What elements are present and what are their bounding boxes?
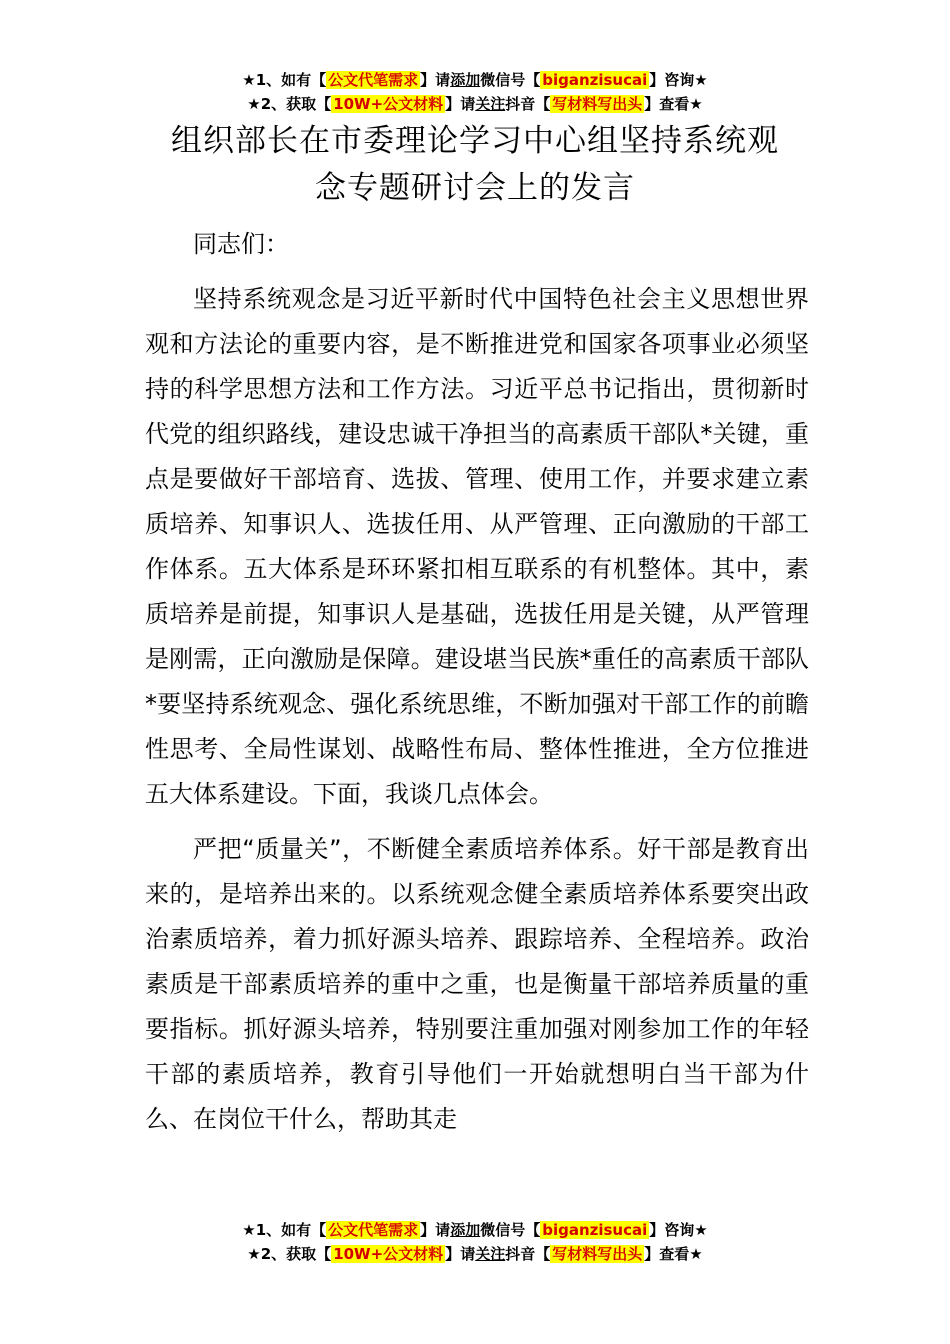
highlight-materials: 10W+公文材料 [333,95,444,113]
banner-text: ★2、获取【 [247,95,332,113]
banner-text: 】查看★ [644,1245,703,1263]
body-paragraph-1: 坚持系统观念是习近平新时代中国特色社会主义思想世界观和方法论的重要内容，是不断推进党和国家各项事业必须坚持的科学思想方法和工作方法。习近平总书记指出，贯彻新时代党的组织路线，建设忠诚干净担当的高素质干部队*关键，重点是要做好干部培育、选拔、管理、使用工作，并要求建立素质培养、知事识人、选拔任用、从严管理、正向激励的干部工作体系。五大体系是环环紧扣相互联系的有机整体。其中，素质培养是前提，知事识人是基础，选拔任用是关键，从严管理是刚需，正向激励是保障。建设堪当民族*重任的高素质干部队*要坚持系统观念、强化系统思维，不断加强对干部工作的前瞻性思考、全局性谋划、战略性布局、整体性推进，全方位推进五大体系建设。下面，我谈几点体会。 [145,285,809,808]
banner-text: 】请 [420,71,451,89]
banner-text: 】咨询★ [649,1221,708,1239]
banner-text: 抖音【 [505,1245,551,1263]
footer-banner [0,1218,950,1266]
underlined-follow: 关注 [475,95,506,113]
document-body [145,222,809,1152]
salutation: 同志们： [193,230,289,258]
title-line-1: 组织部长在市委理论学习中心组坚持系统观 [171,123,779,159]
douyin-account: 写材料写出头 [552,95,643,113]
banner-text: 】请 [445,1245,476,1263]
highlight-materials: 10W+公文材料 [333,1245,444,1263]
header-banner-line-2 [0,92,950,116]
highlight-service: 公文代笔需求 [328,71,419,89]
underlined-follow: 关注 [475,1245,506,1263]
banner-text: 】查看★ [644,95,703,113]
wechat-id: biganzisucai [542,71,648,89]
header-banner-line-1 [0,68,950,92]
banner-text: ★1、如有【 [242,71,327,89]
banner-text: 微信号【 [480,1221,541,1239]
wechat-id: biganzisucai [542,1221,648,1239]
banner-text: 】请 [445,95,476,113]
footer-banner-line-1 [0,1218,950,1242]
banner-text: 】咨询★ [649,71,708,89]
banner-text: 抖音【 [505,95,551,113]
document-title [140,118,810,212]
underlined-add: 添加 [450,71,481,89]
title-line-2: 念专题研讨会上的发言 [315,170,635,206]
banner-text: 微信号【 [480,71,541,89]
highlight-service: 公文代笔需求 [328,1221,419,1239]
header-banner [0,68,950,116]
banner-text: 】请 [420,1221,451,1239]
banner-text: ★1、如有【 [242,1221,327,1239]
banner-text: ★2、获取【 [247,1245,332,1263]
douyin-account: 写材料写出头 [552,1245,643,1263]
underlined-add: 添加 [450,1221,481,1239]
body-paragraph-2: 严把“质量关”，不断健全素质培养体系。好干部是教育出来的，是培养出来的。以系统观念健全素质培养体系要突出政治素质培养，着力抓好源头培养、跟踪培养、全程培养。政治素质是干部素质培养的重中之重，也是衡量干部培养质量的重要指标。抓好源头培养，特别要注重加强对刚参加工作的年轻干部的素质培养，教育引导他们一开始就想明白当干部为什么、在岗位干什么，帮助其走 [145,835,809,1133]
footer-banner-line-2 [0,1242,950,1266]
